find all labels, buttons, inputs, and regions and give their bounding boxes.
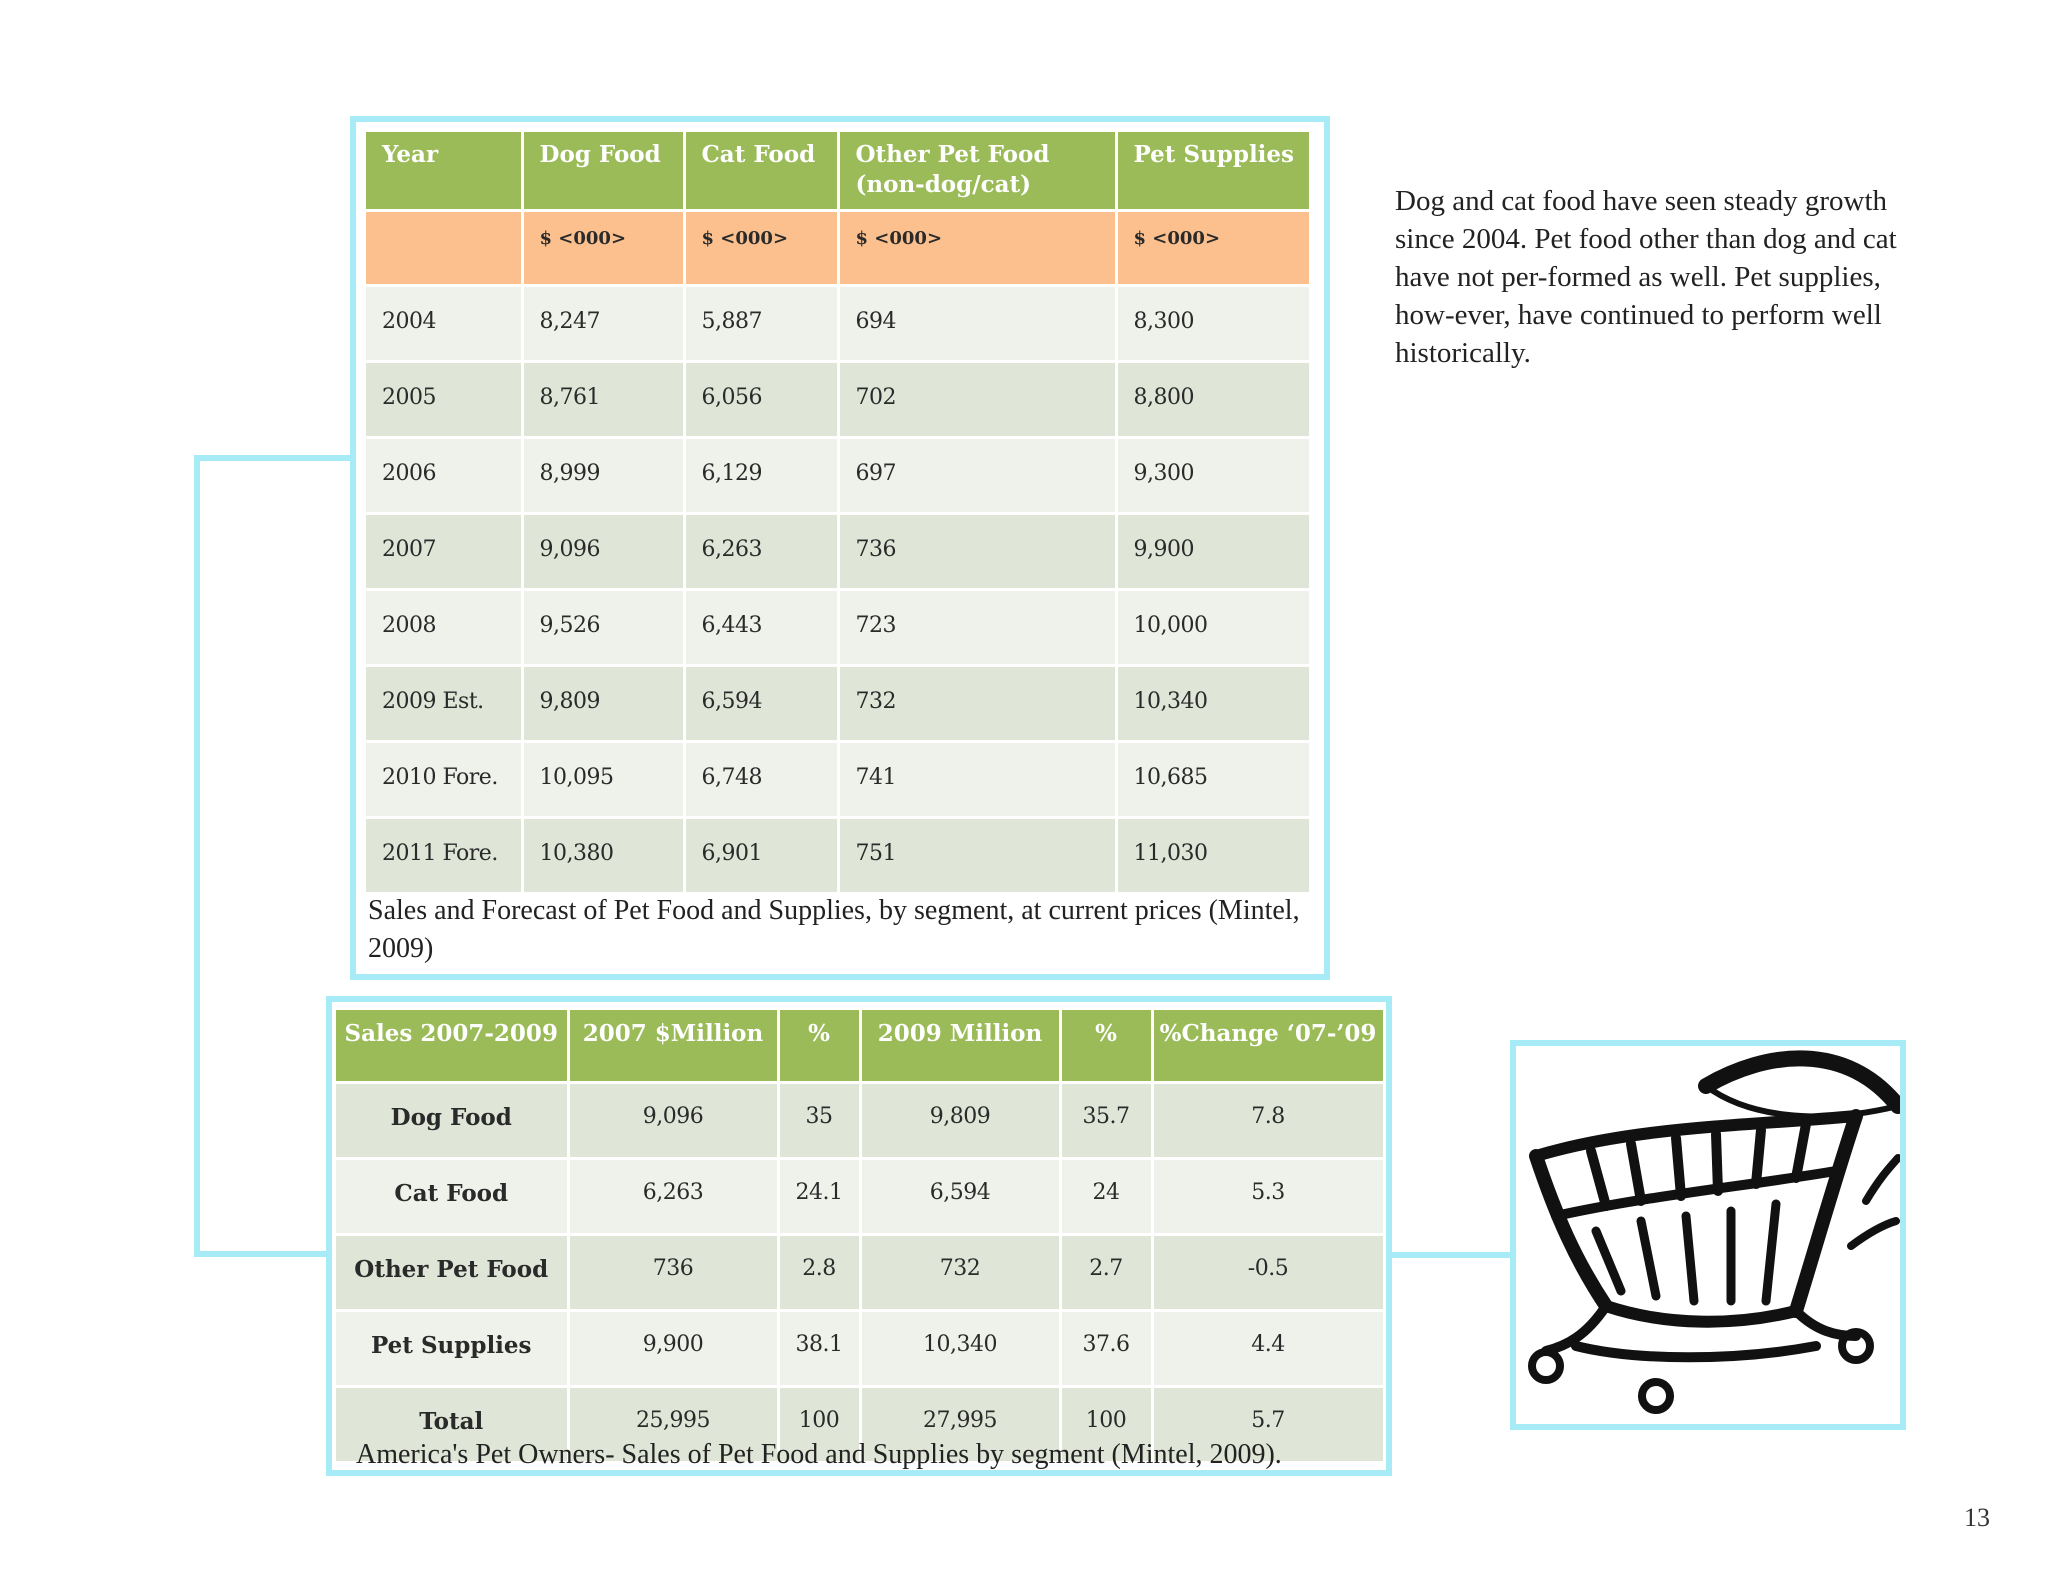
table-cell: 6,748: [684, 741, 838, 817]
table-cell: 10,095: [522, 741, 684, 817]
table-cell: 24.1: [778, 1158, 860, 1234]
table-cell: 6,901: [684, 817, 838, 893]
table-cell: 8,300: [1116, 285, 1310, 361]
table-cell: 2008: [366, 589, 522, 665]
table-cell: 8,800: [1116, 361, 1310, 437]
table-cell: 8,999: [522, 437, 684, 513]
row-label: Cat Food: [336, 1158, 568, 1234]
shopping-cart-icon: [1516, 1046, 1900, 1424]
connector-line-left-vertical: [194, 455, 200, 1257]
table-cell: 9,526: [522, 589, 684, 665]
header-year: Year: [366, 132, 522, 210]
table-cell: 2.7: [1060, 1234, 1152, 1310]
table-cell: 35: [778, 1082, 860, 1158]
table-cell: 732: [860, 1234, 1060, 1310]
table-cell: 8,761: [522, 361, 684, 437]
row-label: Dog Food: [336, 1082, 568, 1158]
table-row: [366, 741, 1310, 817]
table-cell: 732: [838, 665, 1116, 741]
table-cell: 2009 Est.: [366, 665, 522, 741]
table-cell: 2005: [366, 361, 522, 437]
table-row: [366, 513, 1310, 589]
header-percent-change: %Change ‘07-’09: [1152, 1010, 1384, 1082]
table-cell: 5,887: [684, 285, 838, 361]
table-cell: 9,096: [568, 1082, 778, 1158]
sales-forecast-caption: Sales and Forecast of Pet Food and Supplies, by segment, at current prices (Mintel, 2009): [368, 895, 1300, 964]
header-percent-2009: %: [1060, 1010, 1152, 1082]
units-cell: [366, 210, 522, 285]
sales-segment-table: [336, 1010, 1386, 1464]
table-cell: 24: [1060, 1158, 1152, 1234]
table-cell: 2007: [366, 513, 522, 589]
table-cell: 751: [838, 817, 1116, 893]
header-dog-food: Dog Food: [522, 132, 684, 210]
table-row: [366, 817, 1310, 893]
sales-segment-caption: America's Pet Owners- Sales of Pet Food and Supplies by segment (Mintel, 2009).: [356, 1439, 1282, 1470]
units-cell: $ <000>: [522, 210, 684, 285]
table-cell: 2004: [366, 285, 522, 361]
table-cell: 4.4: [1152, 1310, 1384, 1386]
table-header-row: [336, 1010, 1384, 1082]
table-cell: 35.7: [1060, 1082, 1152, 1158]
table-cell: 9,809: [860, 1082, 1060, 1158]
table-cell: 6,263: [684, 513, 838, 589]
header-pet-supplies: Pet Supplies: [1116, 132, 1310, 210]
table-units-row: [366, 210, 1310, 285]
table-cell: 741: [838, 741, 1116, 817]
units-cell: $ <000>: [838, 210, 1116, 285]
table-cell: 5.3: [1152, 1158, 1384, 1234]
table-row: [336, 1310, 1384, 1386]
table-cell: 10,685: [1116, 741, 1310, 817]
table-row: [366, 589, 1310, 665]
table-cell: 2011 Fore.: [366, 817, 522, 893]
connector-line-right: [1390, 1252, 1514, 1258]
table-row: [336, 1234, 1384, 1310]
header-cat-food: Cat Food: [684, 132, 838, 210]
table-cell: 9,300: [1116, 437, 1310, 513]
table-cell: -0.5: [1152, 1234, 1384, 1310]
table-cell: 2.8: [778, 1234, 860, 1310]
table-row: [336, 1158, 1384, 1234]
table-cell: 2010 Fore.: [366, 741, 522, 817]
table-cell: 2006: [366, 437, 522, 513]
table-header-row: [366, 132, 1310, 210]
header-2007-million: 2007 $Million: [568, 1010, 778, 1082]
table-cell: 723: [838, 589, 1116, 665]
table-cell: 10,340: [860, 1310, 1060, 1386]
connector-line-left-top: [194, 455, 356, 461]
table-cell: 10,380: [522, 817, 684, 893]
table-cell: 25,995: [568, 1386, 778, 1462]
table-row: [366, 361, 1310, 437]
table-cell: 6,594: [684, 665, 838, 741]
table-cell: 27,995: [860, 1386, 1060, 1462]
table-cell: 702: [838, 361, 1116, 437]
table-cell: 736: [838, 513, 1116, 589]
table-cell: 100: [1060, 1386, 1152, 1462]
sales-forecast-table: [366, 132, 1312, 895]
table-cell: 8,247: [522, 285, 684, 361]
table-cell: 100: [778, 1386, 860, 1462]
table-cell: 6,056: [684, 361, 838, 437]
table-cell: 11,030: [1116, 817, 1310, 893]
table-row: [366, 285, 1310, 361]
table-cell: 9,900: [568, 1310, 778, 1386]
units-cell: $ <000>: [684, 210, 838, 285]
table-row: [366, 665, 1310, 741]
header-sales-period: Sales 2007-2009: [336, 1010, 568, 1082]
table-cell: 697: [838, 437, 1116, 513]
table-cell: 7.8: [1152, 1082, 1384, 1158]
side-commentary-text: Dog and cat food have seen steady growth since 2004. Pet food other than dog and cat have not per-formed as well. Pet supplies, how-ever, have continued to perform well historically.: [1395, 185, 1897, 369]
header-other-pet-food: Other Pet Food (non-dog/cat): [838, 132, 1116, 210]
row-label: Other Pet Food: [336, 1234, 568, 1310]
table-cell: 9,809: [522, 665, 684, 741]
table-cell: 6,443: [684, 589, 838, 665]
table-cell: 6,129: [684, 437, 838, 513]
table-cell: 37.6: [1060, 1310, 1152, 1386]
table-cell: 736: [568, 1234, 778, 1310]
connector-line-left-bottom: [194, 1251, 332, 1257]
row-label: Total: [336, 1386, 568, 1462]
table-cell: 38.1: [778, 1310, 860, 1386]
header-2009-million: 2009 Million: [860, 1010, 1060, 1082]
header-percent-2007: %: [778, 1010, 860, 1082]
table-cell: 5.7: [1152, 1386, 1384, 1462]
table-row: [336, 1082, 1384, 1158]
table-cell: 6,263: [568, 1158, 778, 1234]
row-label: Pet Supplies: [336, 1310, 568, 1386]
table-cell: 6,594: [860, 1158, 1060, 1234]
table-cell: 10,000: [1116, 589, 1310, 665]
units-cell: $ <000>: [1116, 210, 1310, 285]
table-cell: 9,096: [522, 513, 684, 589]
table-cell: 10,340: [1116, 665, 1310, 741]
table-cell: 9,900: [1116, 513, 1310, 589]
table-row: [366, 437, 1310, 513]
page-number: 13: [1964, 1503, 1990, 1532]
table-cell: 694: [838, 285, 1116, 361]
